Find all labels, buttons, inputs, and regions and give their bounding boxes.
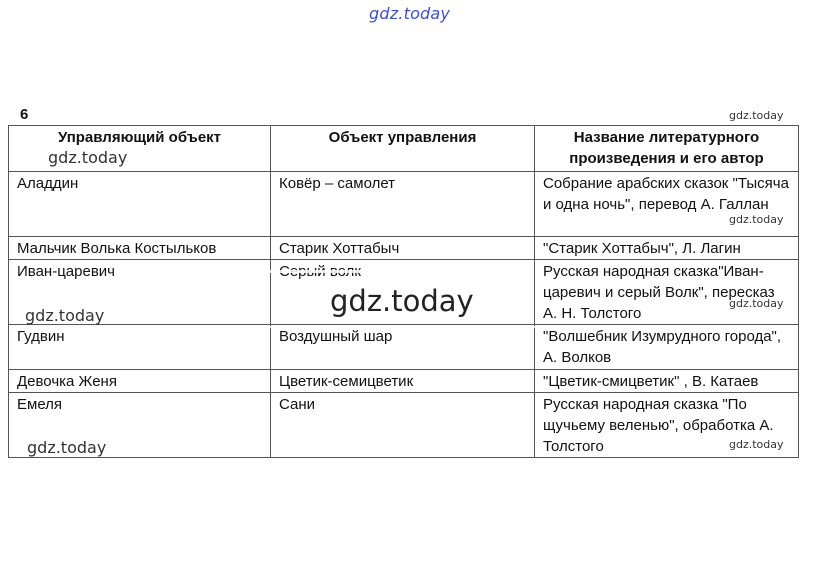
cell-controlled: Старик Хоттабыч <box>271 237 535 260</box>
watermark-row1-right: gdz.today <box>729 213 784 226</box>
cell-controller: Девочка Женя <box>9 370 271 393</box>
cell-controlled: Цветик-семицветик <box>271 370 535 393</box>
cell-work: Русская народная сказка "По щучьему веленью", обработка А. Толстого <box>535 393 799 458</box>
cell-controlled: Ковёр – самолет <box>271 172 535 237</box>
cell-controller: Иван-царевич <box>9 260 271 325</box>
cell-controller: Гудвин <box>9 325 271 370</box>
watermark-row3-left: gdz.today <box>25 306 105 325</box>
cell-controlled: Воздушный шар <box>271 325 535 370</box>
cell-work: "Волшебник Изумрудного города", А. Волков <box>535 325 799 370</box>
watermark-header-right: gdz.today <box>729 109 784 122</box>
cell-work: Русская народная сказка"Иван-царевич и серый Волк", пересказ А. Н. Толстого <box>535 260 799 325</box>
cell-controller: Мальчик Волька Костыльков <box>9 237 271 260</box>
table-row <box>9 172 799 237</box>
cell-controlled: Сани <box>271 393 535 458</box>
cell-work: "Старик Хоттабыч", Л. Лагин <box>535 237 799 260</box>
watermark-top: gdz.today <box>369 4 451 23</box>
task-number: 6 <box>20 106 29 123</box>
watermark-row3-right: gdz.today <box>729 297 784 310</box>
table-row <box>9 237 799 260</box>
watermark-smear <box>130 326 730 328</box>
cell-controller: Емеля <box>9 393 271 458</box>
cell-controller: Аладдин <box>9 172 271 237</box>
header-controlling-object: Управляющий объект <box>9 126 271 172</box>
cell-work: "Цветик-смицветик" , В. Катаев <box>535 370 799 393</box>
watermark-smear <box>270 270 520 273</box>
cell-work: Собрание арабских сказок "Тысяча и одна ночь", перевод А. Галлан <box>535 172 799 237</box>
table-row <box>9 370 799 393</box>
watermark-row6-right: gdz.today <box>729 438 784 451</box>
watermark-row6-left: gdz.today <box>27 438 107 457</box>
header-controlled-object: Объект управления <box>271 126 535 172</box>
watermark-center-large: gdz.today <box>330 284 474 318</box>
header-literary-work: Название литературного произведения и его автор <box>535 126 799 172</box>
watermark-header-left: gdz.today <box>48 148 128 167</box>
table-row <box>9 393 799 458</box>
table-row <box>9 325 799 370</box>
